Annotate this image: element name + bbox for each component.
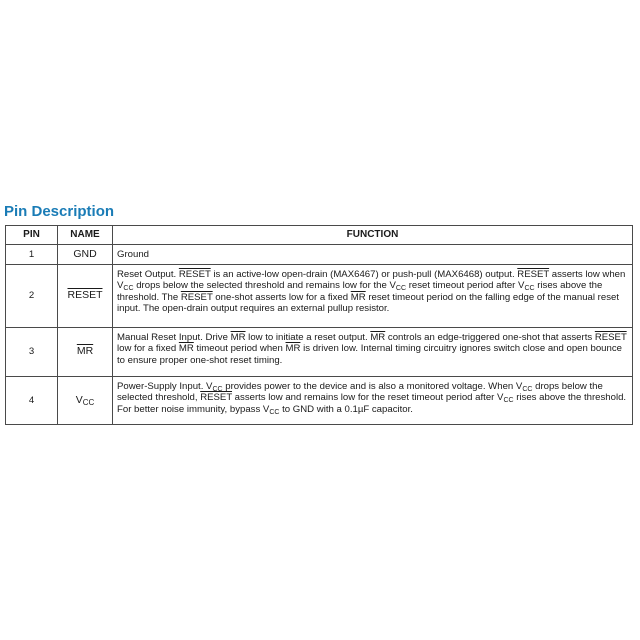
table-row <box>6 377 633 425</box>
function-text: drops below the selected threshold, <box>117 381 603 404</box>
function-text: RESET <box>180 291 213 303</box>
function-text: $\overline{MR}$ <box>230 332 246 343</box>
function-text: CC <box>395 285 407 293</box>
function-text: reset timeout period after V <box>406 280 525 292</box>
function-text: rises above the threshold. For better noise immunity, bypass V <box>117 392 627 415</box>
function-text: Manual Reset Input. Drive <box>117 332 231 343</box>
pin-number: 4 <box>6 377 58 425</box>
pin-name-subscript: CC <box>82 397 95 407</box>
function-text: CC <box>212 386 223 393</box>
header-name: NAME <box>58 226 113 245</box>
function-text: CC <box>524 285 535 293</box>
table-row <box>6 265 633 328</box>
pin-function <box>113 377 633 425</box>
pin-name: GND <box>58 245 113 265</box>
function-text: provides power to the device and is also a monitored voltage. When V <box>222 381 523 392</box>
function-text: asserts low and remains low for the reset timeout period after V <box>232 392 504 404</box>
function-text: is an active-low open-drain (MAX6467) or push-pull (MAX6468) output. <box>210 269 518 280</box>
pin-function <box>113 328 633 377</box>
pin-name <box>58 328 113 377</box>
function-text: drops below the selected threshold and remains low for the V <box>133 280 396 292</box>
function-text: CC <box>503 397 514 405</box>
function-text: $\overline{MR}$ <box>350 291 366 303</box>
function-text: RESET <box>178 269 211 280</box>
pin-name <box>58 265 113 328</box>
pin-description-table <box>5 225 633 425</box>
function-text: $\overline{MR}$ <box>178 343 194 355</box>
table-row <box>6 245 633 265</box>
function-text: is driven low. Internal timing circuitry ignores switch close and open bounce to ensure proper one-shot reset timing. <box>117 343 622 366</box>
function-text: timeout period when <box>193 343 286 355</box>
function-text: CC <box>522 386 533 393</box>
function-text: $\overline{MR}$ <box>285 343 301 355</box>
function-text: CC <box>123 285 134 293</box>
function-text: reset timeout period on the falling edge of the manual reset input. The open-drain output requires an external pullup resistor. <box>117 291 619 314</box>
table-row <box>6 328 633 377</box>
function-text: RESET <box>200 392 233 404</box>
header-pin: PIN <box>6 226 58 245</box>
function-text: controls an edge-triggered one-shot that asserts <box>385 332 595 343</box>
pin-name-text: $\overline{MR}$ <box>76 345 94 358</box>
pin-name-text: RESET <box>67 289 103 302</box>
function-text: low for a fixed <box>117 343 179 355</box>
function-text: CC <box>269 408 280 416</box>
function-text: Reset Output. <box>117 269 179 280</box>
function-text: one-shot asserts low for a fixed <box>212 291 351 303</box>
function-text: rises above the threshold. The <box>117 280 603 303</box>
header-function: FUNCTION <box>113 226 633 245</box>
pin-number: 1 <box>6 245 58 265</box>
function-text: asserts low when V <box>117 269 626 292</box>
pin-function: Ground <box>113 245 633 265</box>
section-title: Pin Description <box>4 203 115 220</box>
table-header-row <box>6 226 633 245</box>
pin-function <box>113 265 633 328</box>
function-text: low to initiate a reset output. <box>245 332 371 343</box>
function-text: RESET <box>594 332 627 343</box>
pin-number: 2 <box>6 265 58 328</box>
pin-number: 3 <box>6 328 58 377</box>
function-text: Power-Supply Input. V <box>117 381 213 392</box>
function-text: to GND with a 0.1µF capacitor. <box>279 403 413 415</box>
pin-name-text: V <box>75 393 83 406</box>
function-text: $\overline{MR}$ <box>370 332 386 343</box>
function-text: RESET <box>517 269 550 280</box>
pin-name <box>58 377 113 425</box>
